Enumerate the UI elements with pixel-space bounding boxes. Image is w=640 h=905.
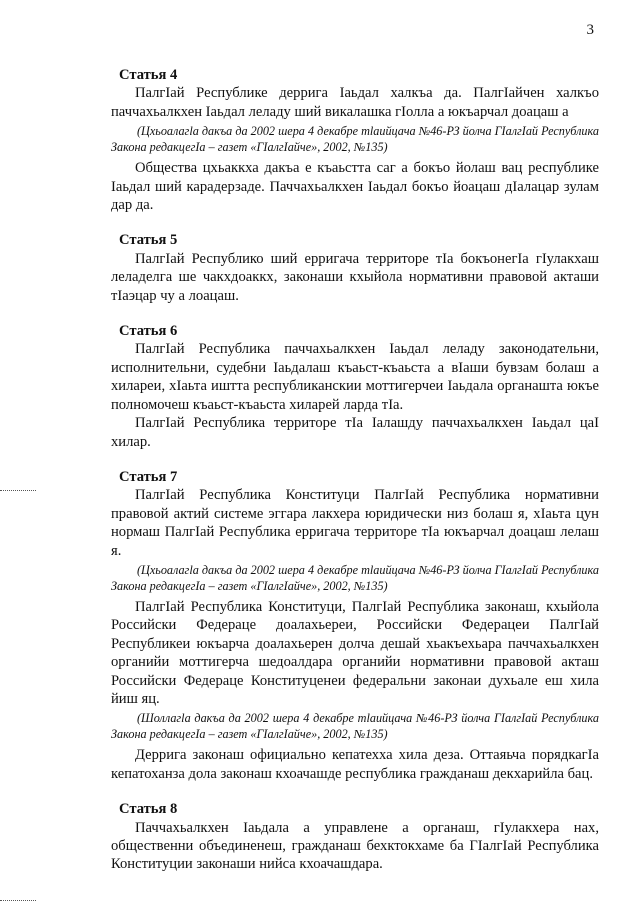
paragraph: ПалгIай Республико ший ерригача территоре тIа бокъонегIа гIулакхаш леладелга ше чакхдоаккх, законаши кхыйола нормативни правовой акташи тIаэцар чу а лоацаш. xyxy=(111,250,599,304)
paragraph: ПалгIай Республика территоре тIа Iалашду паччахьалкхен Iаьдал цаI хилар. xyxy=(111,415,599,450)
paragraph: Деррига законаш официально кепатехха хила деза. Оттаяьча порядкагIа кепатоханза дола законаш кхоачашде республика гражданаш декхарийла бац. xyxy=(111,747,599,782)
paragraph: ПалгIай Республика Конституци, ПалгIай Республика законаш, кхыйола Российски Федераце доалахьереи, Российски Федерацеи ПалгIай Республикеи юкъарча доалахьерен долча дешай хьакъехьара паччахьалкхен органийи моттигерча шедоалдара органийи нормативни правовой акташ Российски Федераце Конституценеи федеральни законаи духьале еш хила йиш яц. xyxy=(111,598,599,707)
paragraph: Общества цхьаккха дакъа е къаьстта саг а бокъо йолаш вац республике Iаьдал ший карадерзаде. Паччахьалкхен Iаьдал бокъо йоацаш дIалацар зулам дар да. xyxy=(111,160,599,214)
document-body xyxy=(111,66,599,891)
article-heading: Статья 7 xyxy=(119,468,178,485)
article-heading: Статья 6 xyxy=(119,323,178,340)
article-5 xyxy=(111,231,599,305)
paragraph: ПалгIай Республика паччахьалкхен Iаьдал леладу законодательни, исполнительни, судебни Iаьдалаш къаьст-къаьста а вIаши бувзам болаш а хилареи, хIаьта иштта республиканскии моттигерчеи Iаьдала органашта юкъе полномочеш къаьст-къаьста хиларей ларда тIа. xyxy=(111,341,599,413)
page-number: 3 xyxy=(586,22,594,38)
paragraph: Паччахьалкхен Iаьдала а управлене а органаш, гIулакхера нах, общественни объединенеш, гражданаш бехктокхаме ба ГIалгIай Республика Конституции законаши нийса кхоачашдара. xyxy=(111,819,599,873)
margin-mark xyxy=(0,900,36,901)
amendment-note: (Шоллагlа дакъа да 2002 шера 4 декабре тlаийцача №46-РЗ йолча ГIалгIай Республика Закона редакцегIа – газет «ГIалгIайче», 2002, №135) xyxy=(111,711,599,742)
article-4 xyxy=(111,66,599,214)
article-heading: Статья 8 xyxy=(119,801,178,818)
article-heading: Статья 5 xyxy=(119,232,178,249)
article-heading: Статья 4 xyxy=(119,67,178,83)
article-7 xyxy=(111,468,599,783)
paragraph: ПалгIай Республике деррига Iаьдал халкъа да. ПалгIайчен халкъо паччахьалкхен Iаьдал леладу ший викалашка гIолла а юкъарчал доацаш а xyxy=(111,85,599,120)
article-8 xyxy=(111,800,599,874)
amendment-note: (Цхьоалагlа дакъа да 2002 шера 4 декабре тlаийцача №46-РЗ йолча ГIалгIай Республика Закона редакцегIа – газет «ГIалгIайче», 2002, №135) xyxy=(111,124,599,155)
amendment-note: (Цхьоалагlа дакъа да 2002 шера 4 декабре тlаийцача №46-РЗ йолча ГIалгIай Республика Закона редакцегIа – газет «ГIалгIайче», 2002, №135) xyxy=(111,562,599,593)
article-6 xyxy=(111,322,599,451)
margin-mark xyxy=(0,490,36,491)
paragraph: ПалгIай Республика Конституци ПалгIай Республика нормативни правовой актий системе эггара лакхера юридически низ болаш я, хIаьта цун нормаш ПалгIай Республика ерригача территоре тIа юкъарчал доацаш лелаш я. xyxy=(111,487,599,559)
